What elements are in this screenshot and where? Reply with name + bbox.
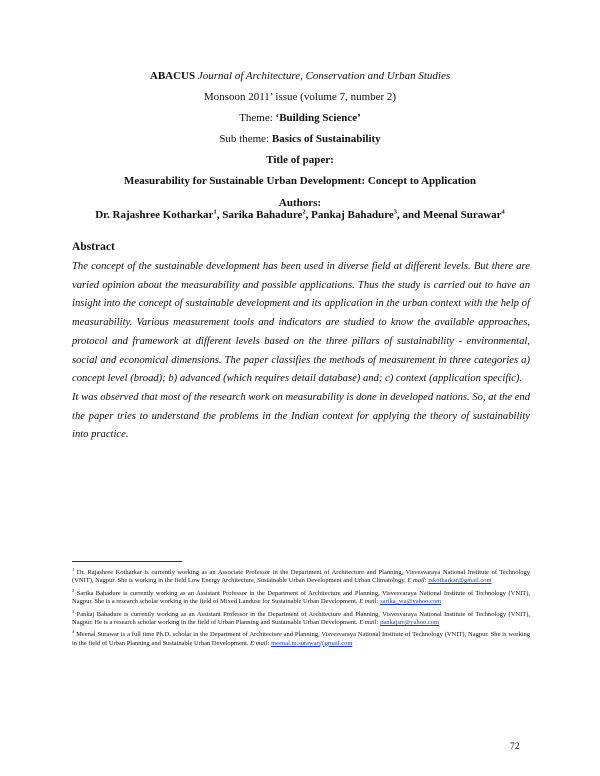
author (311, 209, 423, 221)
abstract-paragraph: It was observed that most of the research work on measurability is done in developed nations. So, at the end the paper tries to understand the problems in the Indian context for applying the theory of sustainability into practice. (72, 391, 530, 441)
footnote-mark: 4 (72, 629, 75, 635)
theme-label: Theme: (239, 112, 273, 124)
author-footnote-mark: 1 (213, 208, 217, 215)
author-separator: , (305, 208, 312, 221)
author-footnote-mark: 2 (302, 208, 306, 215)
footnote-separator (72, 561, 182, 562)
issue-line: Monsoon 2011’ issue (volume 7, number 2) (203, 91, 397, 103)
email-link[interactable]: pankajsrr@yahoo.com (380, 618, 440, 626)
email-label: E mail: (359, 618, 379, 626)
footnote-text: Dr. Rajashree Kotharkar is currently working as an Associate Professor in the Department of Architecture and Planning, Visvesvaraya National Institute of Technology (VNIT), Nagpur. She is working in the field Low Energy Architecture, Sustainable Urban Development and Urban Climatology. (72, 569, 531, 585)
subtheme-label: Sub theme: (219, 133, 270, 145)
footnotes (72, 566, 530, 649)
author (423, 209, 505, 221)
footnote-mark: 3 (72, 608, 75, 614)
abstract-body (72, 258, 530, 445)
author-separator: , and (397, 208, 424, 221)
abstract-paragraph: The concept of the sustainable development has been used in diverse field at different levels. But there are varied opinion about the measurability and possible applications. Thus the study is carried out to have an insight into the concept of sustainable development and its application in the urban context with the help of measurability. Various measurement tools and indicators are studied to know the available approaches, protocol and framework at different levels based on the three pillars of sustainability - environmental, social and economical dimensions. The paper classifies the methods of measurement in three categories a) concept level (broad); b) advanced (which requires detail database) and; c) context (application specific). (72, 261, 530, 385)
paper-title: Measurability for Sustainable Urban Development: Concept to Application (123, 175, 477, 187)
footnote (72, 587, 530, 607)
author (95, 209, 222, 221)
abstract-heading: Abstract (72, 241, 115, 253)
footnote (72, 566, 530, 586)
footnote (72, 608, 530, 628)
author-name: Sarika Bahadure (222, 208, 303, 221)
email-link[interactable]: rskotharkar@gmail.com (428, 577, 492, 585)
author-footnote-mark: 3 (393, 208, 398, 215)
journal-subtitle: Journal of Architecture, Conservation and Urban Studies (197, 70, 451, 82)
authors-line (0, 208, 600, 221)
email-label: E mail: (407, 577, 427, 585)
theme-line (0, 112, 600, 124)
email-label: E mail: (359, 598, 379, 606)
author (222, 209, 311, 221)
footnote-mark: 2 (72, 587, 75, 593)
footnote-text: Sarika Bahadure is currently working as an Assistant Professor in the Department of Architecture and Planning, Visvesvaraya National Institute of Technology (VNIT), Nagpur. She is a research scholar working in the field of Mixed Landuse for Sustainable Urban Development. (72, 589, 530, 606)
footnote-mark: 1 (72, 567, 75, 572)
email-label: E mail: (250, 639, 270, 647)
title-label: Title of paper: (266, 154, 334, 166)
email-link[interactable]: meenal.m.surawar@gmail.com (271, 639, 353, 647)
footnote-text: Meenal Surawar is a full time Ph.D. scholar in the Department of Architecture and Planning, Visvesvaraya National Institute of Technology (VNIT), Nagpur. She is working in the field of Urban Planning and Sustainable Urban Development. (72, 631, 531, 647)
author-name: Pankaj Bahadure (311, 208, 394, 221)
subtheme-line (0, 133, 600, 145)
email-link[interactable]: sarika_wa@yahoo.com (380, 598, 442, 606)
subtheme-value: Basics of Sustainability (271, 133, 381, 145)
footnote (72, 628, 530, 648)
journal-name: ABACUS (149, 70, 196, 82)
footnote-text: Pankaj Bahadure is currently working as an Assistant Professor in the Department of Architecture and Planning, Visvesvaraya National Institute of Technology (VNIT), Nagpur. He is a research scholar working in the field of Urban Planning and Sustainable Urban Development. (72, 610, 531, 626)
author-separator: , (216, 208, 223, 221)
author-name: Meenal Surawar (423, 208, 502, 221)
author-name: Dr. Rajashree Kotharkar (95, 208, 214, 221)
journal-line (0, 70, 600, 82)
theme-value: ‘Building Science’ (275, 112, 361, 124)
page-number: 72 (510, 742, 520, 752)
authors-label: Authors: (278, 197, 322, 209)
author-footnote-mark: 4 (501, 208, 505, 215)
